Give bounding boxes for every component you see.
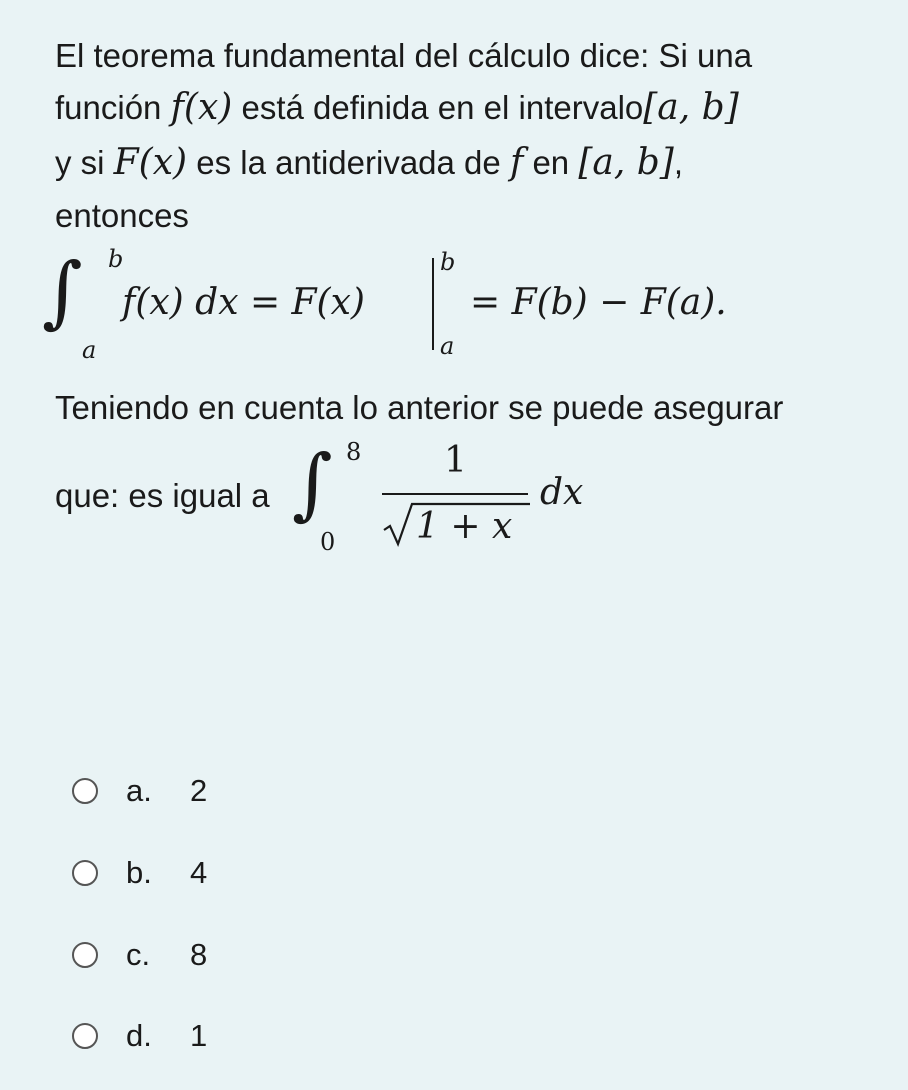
option-a-letter: a. [126,773,152,808]
option-d-value: 1 [190,1018,208,1053]
option-a[interactable] [72,771,208,811]
line3-en: en [532,144,570,181]
interval2-math: [a, b] [578,142,674,183]
differential: dx [540,472,584,513]
option-b-letter: b. [126,855,152,890]
option-c-letter: c. [126,937,151,972]
integrand: f(x) dx = F(x) [122,282,365,323]
question-line-4: entonces [55,197,189,234]
integral-lower: a [82,336,97,364]
line3-comma: , [673,144,683,181]
line2-pre: función [55,89,162,126]
interval-math: [a, b] [643,87,739,128]
integral-upper: b [108,245,124,273]
question-line-5: Teniendo en cuenta lo anterior se puede asegurar [55,389,784,426]
fraction-denominator: 1 + x [416,506,513,547]
option-a-value: 2 [190,773,208,808]
option-b[interactable] [72,853,208,893]
option-b-value: 4 [190,855,208,890]
option-d[interactable] [72,1016,208,1056]
target-upper: 8 [346,438,362,466]
f-math: f [509,142,524,183]
line3-mid: es la antiderivada de [196,144,501,181]
eval-upper: b [440,248,456,276]
Fx-math: F(x) [113,142,188,183]
fraction-bar [382,493,528,495]
radio-d[interactable] [72,1023,98,1049]
radio-b[interactable] [72,860,98,886]
fx-math: f(x) [170,87,233,128]
target-integral-sign: ∫ [292,439,333,529]
option-d-letter: d. [126,1018,152,1053]
eval-lower: a [440,332,455,360]
integral-sign: ∫ [42,247,83,337]
ftc-rhs: = F(b) − F(a). [470,282,727,323]
line2-mid: está definida en el intervalo [241,89,644,126]
question-line-1: El teorema fundamental del cálculo dice: Si una [55,37,753,74]
target-lower: 0 [320,528,336,556]
radio-c[interactable] [72,942,98,968]
line3-pre: y si [55,144,105,181]
option-c[interactable] [72,935,208,975]
radio-a[interactable] [72,778,98,804]
fraction-numerator: 1 [444,440,467,481]
question-line-6: que: es igual a [55,477,270,514]
option-c-value: 8 [190,937,208,972]
